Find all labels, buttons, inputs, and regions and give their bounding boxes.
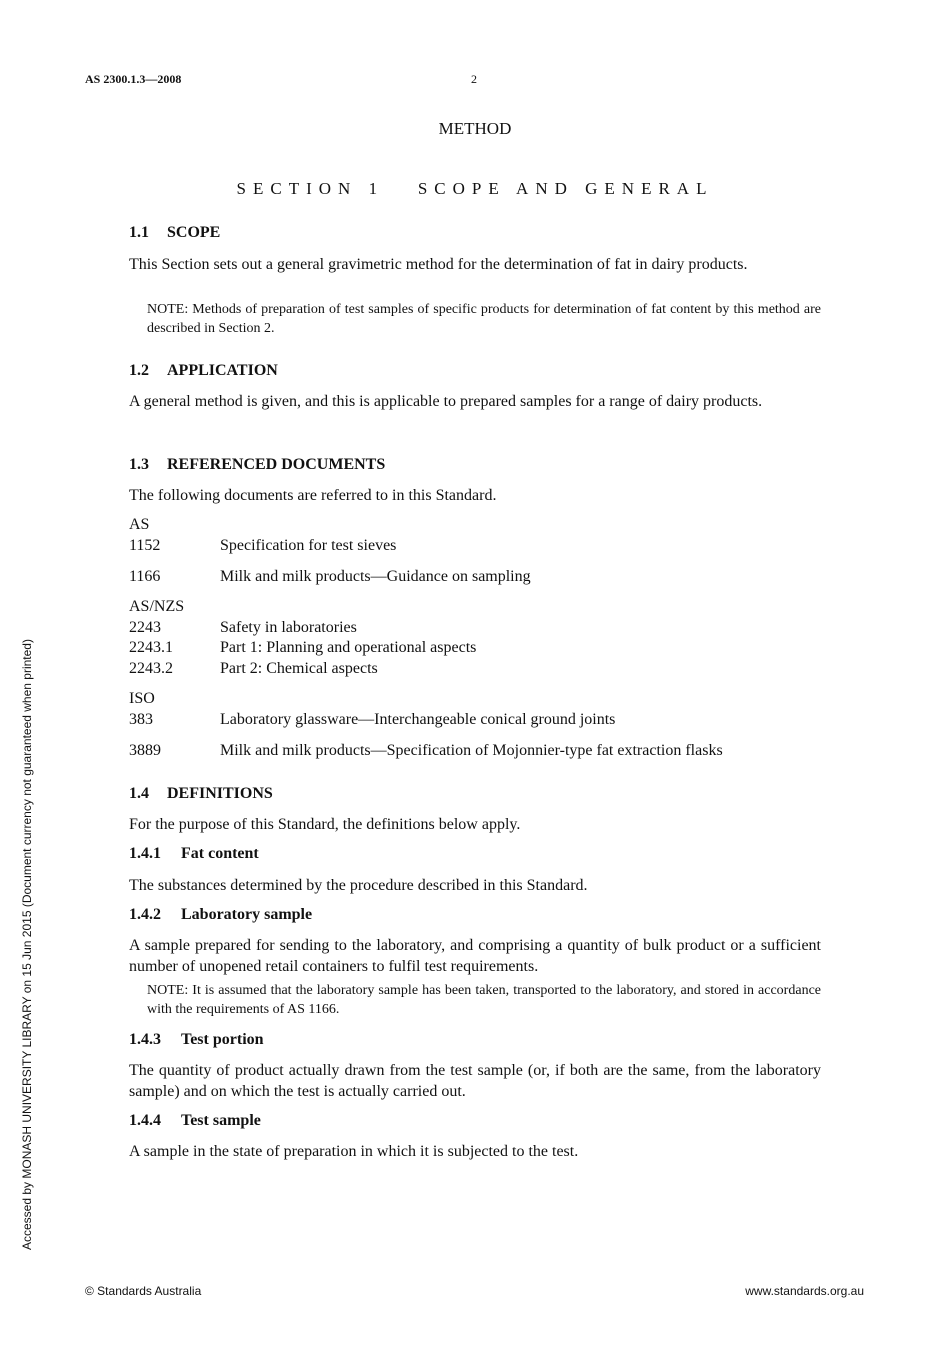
ref-number: 2243.1	[129, 639, 173, 656]
definition-number: 1.4.1	[129, 845, 161, 862]
clause-1-1-note: NOTE: Methods of preparation of test samples of specific products for determination of fat content by this method are described in Section 2.	[147, 302, 821, 336]
definition-number: 1.4.2	[129, 906, 161, 923]
ref-number: 3889	[129, 742, 161, 759]
page-number: 2	[471, 72, 477, 86]
definition-title: Fat content	[181, 845, 259, 862]
clause-1-4-number: 1.4	[129, 785, 149, 802]
ref-title: Milk and milk products—Guidance on sampling	[220, 568, 531, 585]
clause-1-1-body: This Section sets out a general gravimetric method for the determination of fat in dairy products.	[129, 256, 748, 273]
definition-title: Laboratory sample	[181, 906, 313, 923]
definition-title: Test portion	[181, 1031, 264, 1048]
ref-title: Safety in laboratories	[220, 619, 357, 636]
clause-1-2-number: 1.2	[129, 362, 149, 379]
clause-1-1-title: SCOPE	[167, 224, 221, 241]
clause-1-4-title: DEFINITIONS	[167, 785, 273, 802]
document-code: AS 2300.1.3—2008	[85, 72, 182, 86]
ref-title: Part 2: Chemical aspects	[220, 660, 378, 677]
clause-1-3-title: REFERENCED DOCUMENTS	[167, 456, 386, 473]
clause-1-3-intro: The following documents are referred to in this Standard.	[129, 487, 497, 504]
definition-body: A sample in the state of preparation in which it is subjected to the test.	[129, 1143, 579, 1160]
ref-group-asnzs: AS/NZS	[129, 598, 185, 615]
access-watermark: Accessed by MONASH UNIVERSITY LIBRARY on 15 Jun 2015 (Document currency not guaranteed when printed)	[20, 639, 34, 1250]
definition-body: A sample prepared for sending to the laboratory, and comprising a quantity of bulk product or a sufficient number of unopened retail containers to fulfil test requirements.	[129, 937, 821, 975]
footer-website-link[interactable]: www.standards.org.au	[745, 1284, 864, 1298]
ref-number: 2243.2	[129, 660, 173, 677]
definition-note: NOTE: It is assumed that the laboratory sample has been taken, transported to the laboratory, and stored in accordance with the requirements of AS 1166.	[147, 983, 821, 1017]
footer-copyright: © Standards Australia	[85, 1284, 202, 1298]
ref-number: 1166	[129, 568, 161, 585]
clause-1-3-number: 1.3	[129, 456, 149, 473]
clause-1-2-body: A general method is given, and this is applicable to prepared samples for a range of dairy products.	[129, 393, 763, 410]
definition-number: 1.4.4	[129, 1112, 161, 1129]
definition-body: The substances determined by the procedure described in this Standard.	[129, 877, 588, 894]
ref-title: Part 1: Planning and operational aspects	[220, 639, 477, 656]
ref-title: Laboratory glassware—Interchangeable conical ground joints	[220, 711, 616, 728]
ref-number: 383	[129, 711, 153, 728]
ref-group-as: AS	[129, 516, 150, 533]
definition-title: Test sample	[181, 1112, 261, 1129]
ref-title: Milk and milk products—Specification of Mojonnier-type fat extraction flasks	[220, 742, 723, 759]
definition-body: The quantity of product actually drawn from the test sample (or, if both are the same, from the laboratory sample) and on which the test is actually carried out.	[129, 1062, 821, 1100]
method-heading: METHOD	[438, 119, 512, 138]
clause-1-1-number: 1.1	[129, 224, 149, 241]
clause-1-4-intro: For the purpose of this Standard, the definitions below apply.	[129, 816, 521, 833]
section-heading: SECTION 1 SCOPE AND GENERAL	[236, 179, 714, 198]
definition-number: 1.4.3	[129, 1031, 161, 1048]
ref-number: 1152	[129, 537, 161, 554]
ref-number: 2243	[129, 619, 161, 636]
clause-1-2-title: APPLICATION	[167, 362, 278, 379]
ref-title: Specification for test sieves	[220, 537, 397, 554]
ref-group-iso: ISO	[129, 690, 155, 707]
